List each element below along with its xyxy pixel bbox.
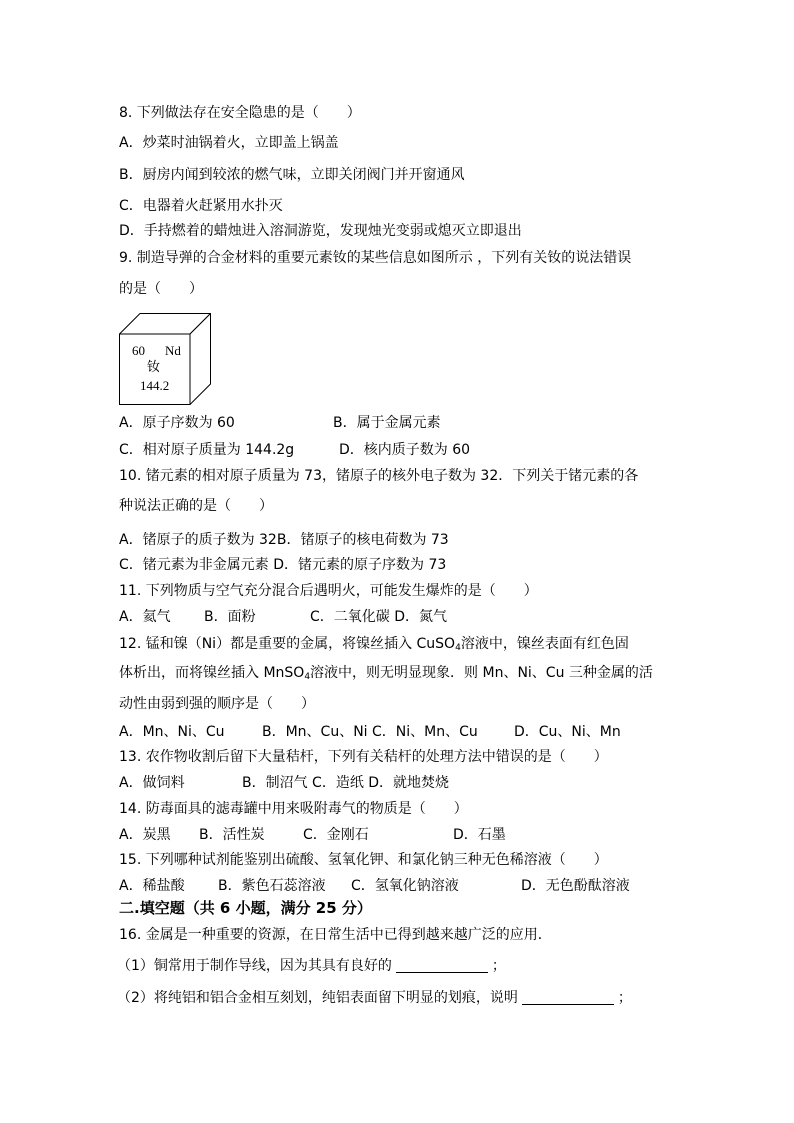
q12-option-a: A．Mn、Ni、Cu [119,724,225,740]
q8-option-a: A．炒菜时油锅着火，立即盖上锅盖 [119,135,339,151]
q12-stem-line3: 动性由弱到强的顺序是（ ） [119,696,315,712]
q16-part2: （2）将纯铝和铝合金相互刻划，纯铝表面留下明显的划痕，说明 ； [117,990,632,1006]
q9-stem-line2: 的是（ ） [119,281,203,297]
q11-option-b: B．面粉 [204,609,256,625]
q13-stem: 13. 农作物收割后留下大量秸杆，下列有关秸杆的处理方法中错误的是（ ） [119,749,608,765]
q10-stem-line1: 10. 锗元素的相对原子质量为 73，锗原子的核外电子数为 32．下列关于锗元素的各 [119,468,639,484]
q12-stem-line1: 12. 锰和镍（Ni）都是重要的金属，将镍丝插入 CuSO$_4$溶液中，镍丝表面有红色固 [119,636,629,653]
q13-option-bcd: B．制沼气 C．造纸 D．就地焚烧 [242,775,450,791]
q10-stem-line2: 种说法正确的是（ ） [119,498,273,514]
q8-option-c: C．电器着火赶紧用水扑灭 [119,198,283,214]
q14-stem: 14. 防毒面具的滤毒罐中用来吸附毒气的物质是（ ） [119,801,468,817]
q12-stem-line2: 体析出，而将镍丝插入 MnSO$_4$溶液中，则无明显现象．则 Mn、Ni、Cu 三种金属的活 [119,665,653,682]
q14-option-d: D．石墨 [453,827,506,843]
q9-option-a: A．原子序数为 60 [119,415,235,431]
q12-option-bc: B．Mn、Cu、Ni C．Ni、Mn、Cu [262,724,478,740]
q12-option-d: D．Cu、Ni、Mn [514,724,621,740]
q11-stem: 11. 下列物质与空气充分混合后遇明火，可能发生爆炸的是（ ） [119,583,538,599]
q16-part1: （1）铜常用于制作导线，因为其具有良好的 ； [117,958,506,974]
q9-stem-line1: 9. 制造导弹的合金材料的重要元素钕的某些信息如图所示 ，下列有关钕的说法错误 [119,250,632,266]
q9-option-b: B．属于金属元素 [333,415,441,431]
element-mass: 144.2 [140,378,170,393]
q15-option-c: C．氢氧化钠溶液 [351,878,459,894]
q8-stem: 8. 下列做法存在安全隐患的是（ ） [119,105,361,121]
element-info-box [119,313,211,405]
q10-options-line1: A．锗原子的质子数为 32B．锗原子的核电荷数为 73 [119,532,449,548]
q8-option-b: B．厨房内闻到较浓的燃气味，立即关闭阀门并开窗通风 [119,167,465,183]
q16-blank-1[interactable] [396,958,488,973]
q10-options-line2: C．锗元素为非金属元素 D．锗元素的原子序数为 73 [119,557,447,573]
q11-option-a: A．氦气 [119,609,171,625]
q16-blank-2[interactable] [522,990,614,1005]
q15-option-a: A．稀盐酸 [119,878,185,894]
element-symbol: Nd [165,343,181,358]
q13-option-a: A．做饲料 [119,775,185,791]
q14-option-b: B．活性炭 [199,827,265,843]
element-name: 钕 [147,359,161,374]
element-number: 60 [132,343,145,358]
q16-stem: 16. 金属是一种重要的资源，在日常生活中已得到越来越广泛的应用． [119,927,552,943]
q9-option-d: D．核内质子数为 60 [339,442,471,458]
q15-stem: 15. 下列哪种试剂能鉴别出硫酸、氢氧化钾、和氯化钠三种无色稀溶液（ ） [119,852,608,868]
section-title-fill-in: 二.填空题（共 6 小题，满分 25 分） [119,899,372,917]
q8-option-d: D．手持燃着的蜡烛进入溶洞游览，发现烛光变弱或熄灭立即退出 [119,223,522,239]
q9-option-c: C．相对原子质量为 144.2g [119,442,295,458]
q15-option-b: B．紫色石蕊溶液 [218,878,326,894]
q11-option-cd: C．二氧化碳 D．氮气 [310,609,448,625]
q15-option-d: D．无色酚酞溶液 [521,878,630,894]
q14-option-c: C．金刚石 [303,827,369,843]
q14-option-a: A．炭黑 [119,827,171,843]
